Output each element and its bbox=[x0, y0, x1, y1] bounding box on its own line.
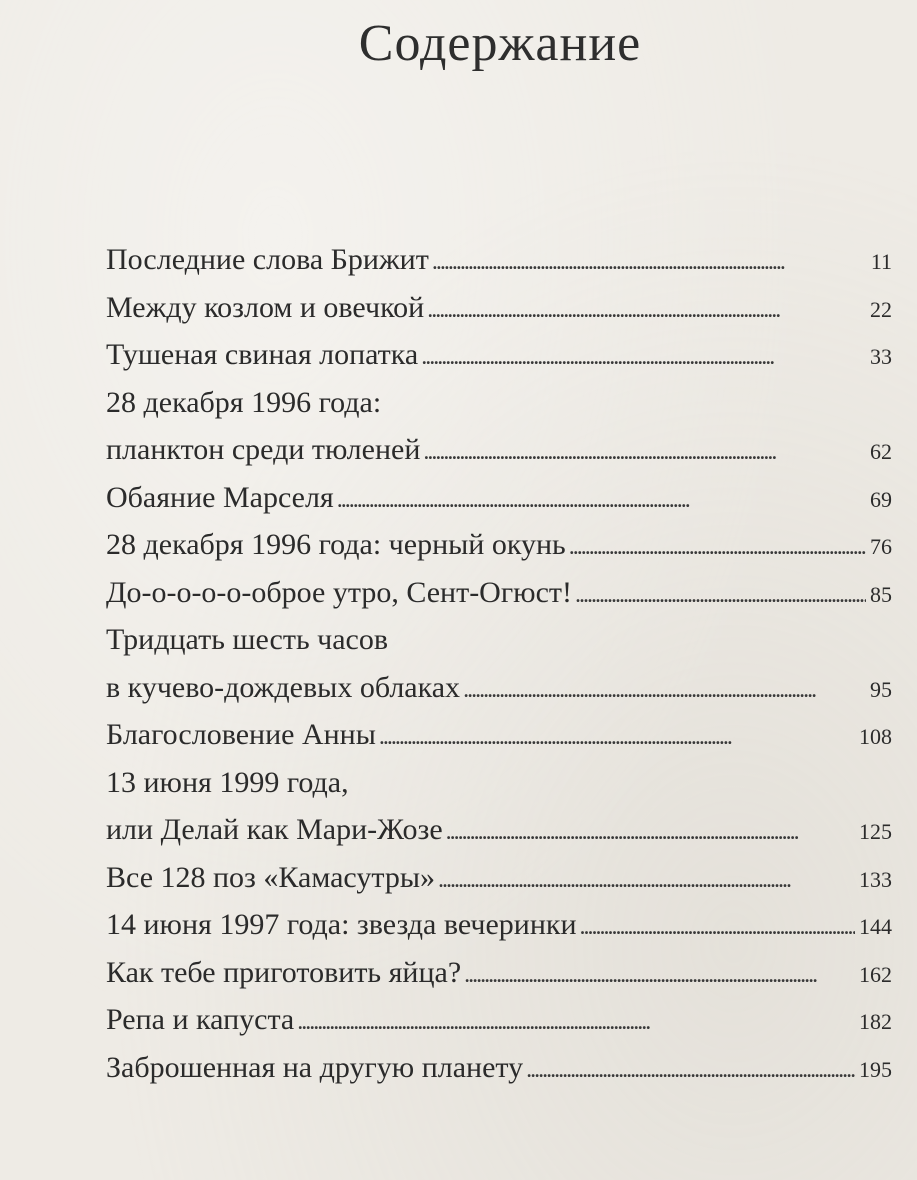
page-number: 162 bbox=[859, 961, 892, 987]
chapter-title: 28 декабря 1996 года: черный окунь bbox=[106, 528, 566, 561]
toc-line bbox=[106, 426, 892, 474]
chapter-title: Обаяние Марселя bbox=[106, 480, 334, 514]
toc-line bbox=[106, 759, 892, 807]
chapter-title: Репа и капуста bbox=[106, 1003, 295, 1036]
page-number: 144 bbox=[859, 914, 892, 939]
page-number: 33 bbox=[870, 344, 892, 369]
toc-entry[interactable] bbox=[106, 854, 892, 902]
page-number: 182 bbox=[859, 1009, 892, 1034]
chapter-title-line-1: Тридцать шесть часов bbox=[106, 623, 389, 656]
chapter-title: Как тебе приготовить яйца? bbox=[106, 955, 462, 989]
chapter-title-line-2: планктон среди тюленей bbox=[106, 433, 421, 466]
dot-leader bbox=[580, 904, 855, 952]
page-number: 195 bbox=[859, 1056, 892, 1082]
toc-line bbox=[106, 236, 892, 284]
toc-line bbox=[106, 1044, 892, 1092]
toc-line bbox=[106, 616, 892, 664]
toc-entry[interactable] bbox=[106, 1044, 892, 1092]
chapter-title-line-2: в кучево-дождевых облаках bbox=[106, 670, 461, 704]
toc-line bbox=[106, 996, 892, 1044]
chapter-title: 14 июня 1997 года: звезда вечеринки bbox=[106, 908, 577, 941]
dot-leader bbox=[421, 334, 866, 382]
dot-leader bbox=[526, 1047, 855, 1095]
toc-entry[interactable] bbox=[106, 616, 892, 711]
toc-line bbox=[106, 664, 892, 712]
chapter-title: До-о-о-о-о-оброе утро, Сент-Огюст! bbox=[106, 575, 572, 609]
page-title: Содержание bbox=[358, 15, 642, 72]
toc-line bbox=[106, 379, 892, 427]
toc-entry[interactable] bbox=[106, 379, 892, 474]
toc-entry[interactable] bbox=[106, 284, 892, 332]
toc-line bbox=[106, 711, 892, 759]
dot-leader bbox=[297, 999, 855, 1047]
chapter-title-line-1: 28 декабря 1996 года: bbox=[106, 385, 382, 419]
dot-leader bbox=[423, 429, 866, 477]
toc-line bbox=[106, 474, 892, 522]
dot-leader bbox=[464, 952, 855, 1000]
dot-leader bbox=[379, 714, 855, 762]
page-number: 76 bbox=[870, 534, 892, 559]
toc-line bbox=[106, 284, 892, 332]
page-number: 22 bbox=[870, 296, 892, 322]
toc-entry[interactable] bbox=[106, 474, 892, 522]
toc-entry[interactable] bbox=[106, 236, 892, 284]
page-number: 69 bbox=[870, 486, 892, 512]
toc-entry[interactable] bbox=[106, 996, 892, 1044]
toc-line bbox=[106, 854, 892, 902]
toc-entry[interactable] bbox=[106, 949, 892, 997]
page-number: 108 bbox=[859, 724, 892, 749]
chapter-title: Между козлом и овечкой bbox=[106, 290, 425, 324]
toc-entry[interactable] bbox=[106, 569, 892, 617]
page-number: 11 bbox=[870, 249, 892, 274]
page-number: 85 bbox=[870, 581, 892, 607]
page-number: 125 bbox=[859, 819, 892, 844]
table-of-contents bbox=[106, 236, 892, 1091]
toc-line bbox=[106, 949, 892, 997]
chapter-title: Все 128 поз «Камасутры» bbox=[106, 860, 435, 894]
dot-leader bbox=[337, 477, 866, 525]
dot-leader bbox=[438, 857, 855, 905]
chapter-title-line-2: или Делай как Мари-Жозе bbox=[106, 813, 443, 846]
page-number: 133 bbox=[859, 866, 892, 892]
toc-entry[interactable] bbox=[106, 521, 892, 569]
chapter-title: Заброшенная на другую планету bbox=[106, 1050, 524, 1084]
toc-line bbox=[106, 331, 892, 379]
toc-line bbox=[106, 569, 892, 617]
dot-leader bbox=[427, 287, 866, 335]
toc-entry[interactable] bbox=[106, 759, 892, 854]
toc-line bbox=[106, 901, 892, 949]
page-number: 62 bbox=[870, 439, 892, 464]
chapter-title: Благословение Анны bbox=[106, 718, 376, 751]
dot-leader bbox=[463, 667, 866, 715]
dot-leader bbox=[446, 809, 855, 857]
dot-leader bbox=[575, 572, 866, 620]
toc-entry[interactable] bbox=[106, 711, 892, 759]
dot-leader bbox=[569, 524, 866, 572]
toc-entry[interactable] bbox=[106, 331, 892, 379]
toc-line bbox=[106, 521, 892, 569]
toc-entry[interactable] bbox=[106, 901, 892, 949]
chapter-title: Последние слова Брижит bbox=[106, 243, 429, 276]
chapter-title-line-1: 13 июня 1999 года, bbox=[106, 765, 349, 799]
page-number: 95 bbox=[870, 676, 892, 702]
toc-line bbox=[106, 806, 892, 854]
chapter-title: Тушеная свиная лопатка bbox=[106, 338, 419, 371]
dot-leader bbox=[432, 239, 867, 287]
